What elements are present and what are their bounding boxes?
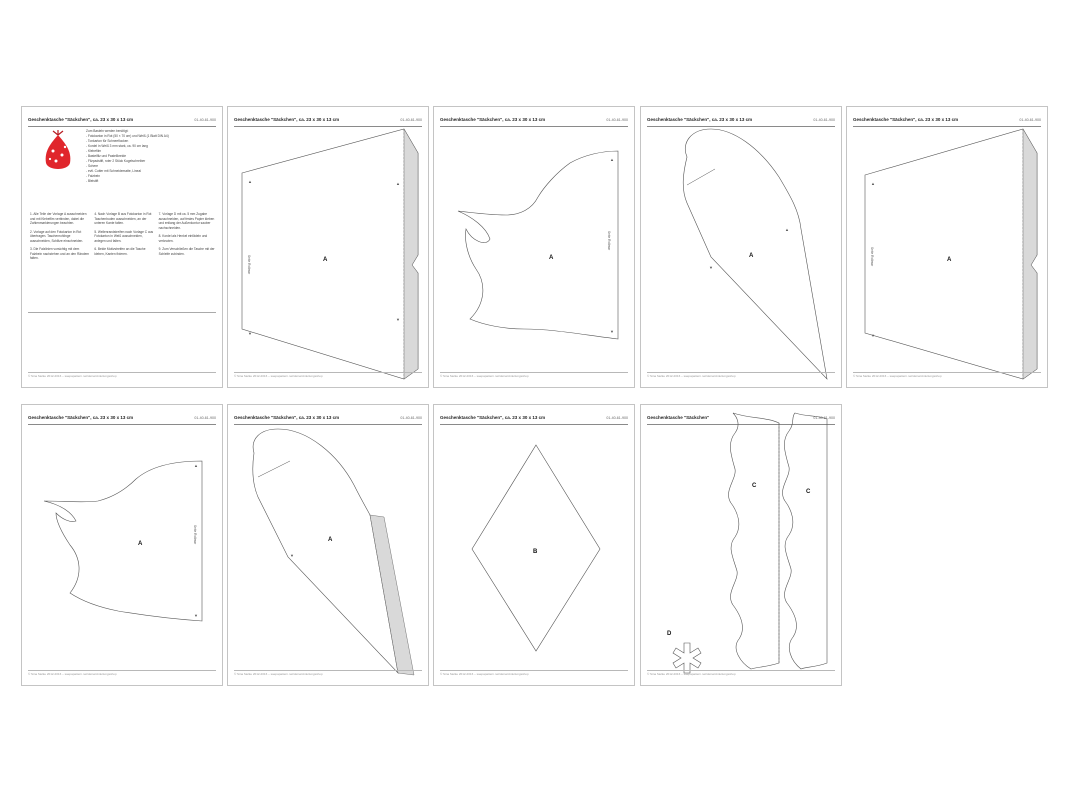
side-label: Seite Rollmar: [607, 231, 611, 251]
pattern-page-8: [433, 404, 635, 686]
piece-label-c: C: [806, 489, 811, 495]
page-code: 01-40-61-900: [1019, 117, 1041, 122]
page-footer: © Sina Sielke 2012-2016 – saepapattern.net/deine/Anleitungsshop: [647, 670, 835, 677]
page-footer: © Sina Sielke 2012-2016 – saepapattern.net/deine/Anleitungsshop: [234, 372, 422, 379]
gift-bag-illustration: [38, 129, 78, 175]
snowflake-icon: [673, 643, 701, 673]
piece-label: B: [533, 549, 538, 555]
page-footer: © Sina Sielke 2012-2016 – saepapattern.net/deine/Anleitungsshop: [28, 372, 216, 379]
svg-text:▼: ▼: [248, 331, 252, 336]
svg-text:▲: ▲: [785, 227, 789, 232]
page-code: 01-40-61-900: [606, 117, 628, 122]
pattern-piece-a: [228, 107, 429, 388]
page-footer: © Sina Sielke 2012-2016 – saepapattern.net/deine/Anleitungsshop: [28, 670, 216, 677]
pattern-page-1: [21, 106, 223, 388]
page-footer: © Sina Sielke 2012-2016 – saepapattern.net/deine/Anleitungsshop: [440, 670, 628, 677]
side-label: Seite Rollmar: [193, 525, 197, 545]
steps-column-3: 7. Vorlage D mit ca. 5 mm Zugabe ausschneiden, auf festes Papier kleben und entlang der Außenkontur sauber nachschneiden. 8. Kordel als Henkel einfädeln und verknoten. 9. Zum Verschließen die Tasche mit der Schleife zubinden.: [158, 212, 215, 256]
pattern-page-5: [846, 106, 1048, 388]
svg-text:▲: ▲: [194, 463, 198, 468]
side-label: Seite Rollmar: [870, 247, 874, 267]
pattern-piece-b: [434, 405, 635, 686]
pattern-page-7: [227, 404, 429, 686]
page-footer: © Sina Sielke 2012-2016 – saepapattern.net/deine/Anleitungsshop: [234, 670, 422, 677]
page-title: Geschenktasche "Säckchen": [647, 415, 710, 420]
piece-label: A: [749, 253, 754, 259]
svg-text:▼: ▼: [709, 265, 713, 270]
piece-label-c: C: [752, 483, 757, 489]
side-label: Seite Rollmar: [247, 255, 251, 275]
piece-label: A: [138, 541, 143, 547]
piece-label: A: [323, 257, 328, 263]
pattern-piece-a: [228, 405, 429, 686]
svg-text:▼: ▼: [610, 329, 614, 334]
svg-text:▼: ▼: [290, 553, 294, 558]
page-title: Geschenktasche "Säckchen", ca. 23 x 30 x 13 cm: [647, 117, 753, 122]
pattern-piece-c: [641, 405, 842, 686]
svg-text:▼: ▼: [396, 317, 400, 322]
svg-text:▲: ▲: [871, 181, 875, 186]
piece-label: A: [947, 257, 952, 263]
materials-list: Zum Basteln werden benötigt: - Fotokarton in Rot (50 × 70 cm) und Weiß (1 Blatt DIN A4) - Tonkarton für Schneeflocken - Kordel in Weiß 3 mm stark, ca. 90 cm lang - Klebefilm - Bastelfilz und Pastellkreide - Filzpadstift, roter 2 Stück Kugelschreiber - Schere - evtl. Cutter mit Schneidematte, Lineal - Falzbein - Bleistift: [86, 129, 169, 183]
page-code: 01-40-61-900: [813, 415, 835, 420]
svg-text:▲: ▲: [248, 179, 252, 184]
svg-text:▲: ▲: [396, 181, 400, 186]
svg-text:▲: ▲: [610, 157, 614, 162]
pattern-piece-a: [641, 107, 842, 388]
page-title: Geschenktasche "Säckchen", ca. 23 x 30 x 13 cm: [28, 415, 134, 420]
page-code: 01-40-61-900: [606, 415, 628, 420]
piece-label: A: [328, 537, 333, 543]
page-code: 01-40-61-900: [400, 415, 422, 420]
page-title: Geschenktasche "Säckchen", ca. 23 x 30 x 13 cm: [440, 117, 546, 122]
pattern-page-9: [640, 404, 842, 686]
page-code: 01-40-61-900: [194, 117, 216, 122]
piece-label: A: [549, 255, 554, 261]
instruction-steps: [30, 212, 218, 265]
page-footer: © Sina Sielke 2012-2016 – saepapattern.net/deine/Anleitungsshop: [853, 372, 1041, 379]
svg-text:▼: ▼: [194, 613, 198, 618]
piece-label-d: D: [667, 631, 672, 637]
page-title: Geschenktasche "Säckchen", ca. 23 x 30 x 13 cm: [440, 415, 546, 420]
steps-column-1: 1. Alle Teile der Vorlage A ausschneiden und mit Klebefilm verbinden, dabei die Zahlenmarkierungen beachten. 2. Vorlage auf den Fotokarton in Rot übertragen. Taschenrohlinge ausschneiden, Schlitze einschneiden. 3. Die Falzlinien vorsichtig mit dem Falzbein nachziehen und an den Rändern falten.: [30, 212, 90, 260]
pattern-piece-a: [847, 107, 1048, 388]
page-title: Geschenktasche "Säckchen", ca. 23 x 30 x 13 cm: [28, 117, 134, 122]
pattern-piece-a: [22, 405, 223, 686]
page-title: Geschenktasche "Säckchen", ca. 23 x 30 x 13 cm: [853, 117, 959, 122]
page-code: 01-40-61-900: [813, 117, 835, 122]
svg-text:▼: ▼: [871, 333, 875, 338]
pattern-page-4: [640, 106, 842, 388]
page-code: 01-40-61-900: [194, 415, 216, 420]
page-title: Geschenktasche "Säckchen", ca. 23 x 30 x 13 cm: [234, 415, 340, 420]
page-footer: © Sina Sielke 2012-2016 – saepapattern.net/deine/Anleitungsshop: [440, 372, 628, 379]
page-footer: © Sina Sielke 2012-2016 – saepapattern.net/deine/Anleitungsshop: [647, 372, 835, 379]
pattern-piece-a: [434, 107, 635, 388]
pattern-page-3: [433, 106, 635, 388]
steps-column-2: 4. Nach Vorlage B aus Fotokarton in Rot Taschenboden ausschneiden, an der unteren Kante falten. 5. Wellenrandstreifen nach Vorlage C aus Fotokarton in Weiß ausschneiden, anlegen und falten. 6. Beide Motivstreifen an die Tasche kleben, Kanten fixieren.: [94, 212, 154, 256]
page-header: [28, 116, 216, 127]
pattern-page-2: [227, 106, 429, 388]
page-code: 01-40-61-900: [400, 117, 422, 122]
pattern-page-6: [21, 404, 223, 686]
page-title: Geschenktasche "Säckchen", ca. 23 x 30 x 13 cm: [234, 117, 340, 122]
